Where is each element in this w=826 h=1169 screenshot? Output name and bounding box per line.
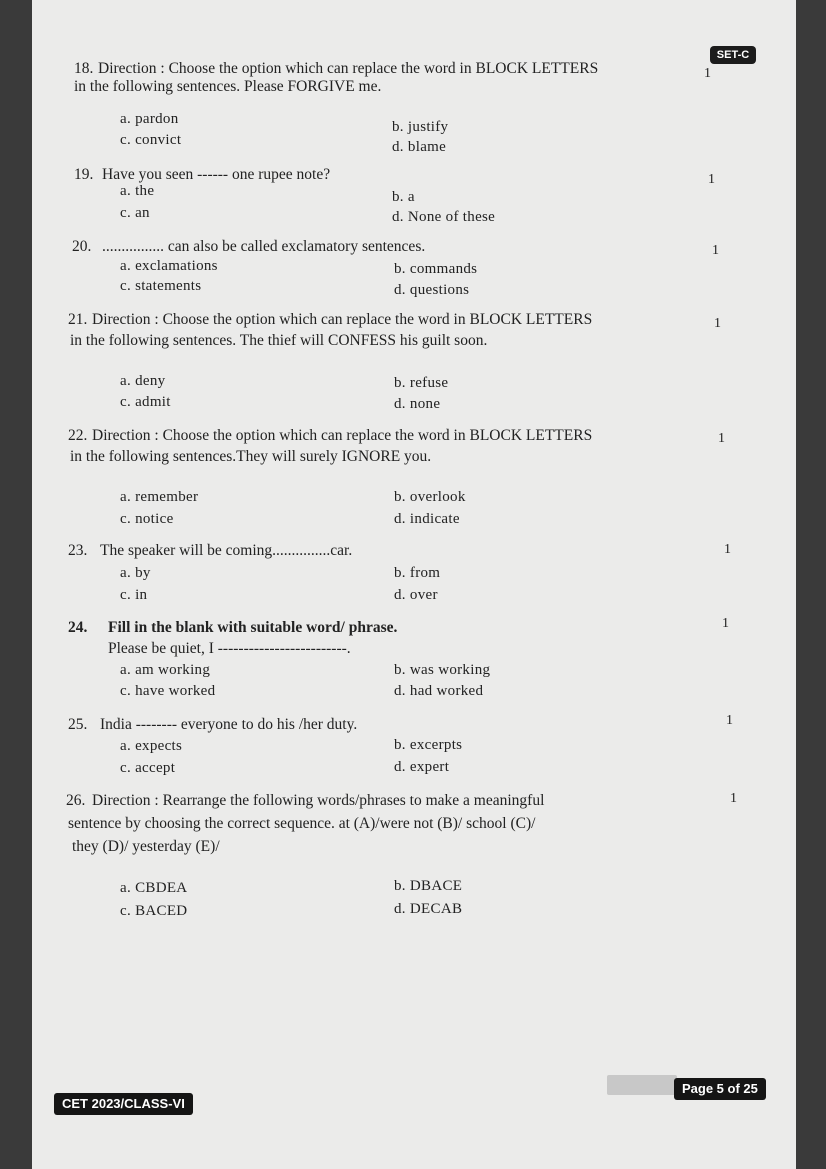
option-b[interactable]: b. commands (394, 261, 478, 277)
option-c[interactable]: c. have worked (120, 683, 216, 699)
question-text: Direction : Rearrange the following words/phrases to make a meaningful (92, 792, 545, 809)
mark: 1 (730, 791, 737, 806)
option-d[interactable]: d. None of these (392, 209, 496, 225)
option-d[interactable]: d. DECAB (394, 901, 463, 917)
question-text: The speaker will be coming...............car. (100, 542, 353, 559)
question-number: 21. (68, 311, 88, 328)
option-a[interactable]: a. the (120, 183, 155, 199)
mark: 1 (704, 66, 711, 81)
option-b[interactable]: b. DBACE (394, 878, 463, 894)
option-c[interactable]: c. admit (120, 394, 171, 410)
mark: 1 (718, 431, 725, 446)
mark: 1 (726, 713, 733, 728)
exam-page (32, 0, 796, 1169)
question-text: Direction : Choose the option which can replace the word in BLOCK LETTERS (92, 311, 593, 328)
option-c[interactable]: c. statements (120, 278, 202, 294)
question-text: ................ can also be called exclamatory sentences. (102, 238, 426, 255)
option-c[interactable]: c. BACED (120, 903, 188, 919)
option-c[interactable]: c. in (120, 587, 148, 603)
mark: 1 (724, 542, 731, 557)
question-number: 20. (72, 238, 92, 255)
question-text: in the following sentences. The thief will CONFESS his guilt soon. (70, 332, 488, 349)
question-text: Please be quiet, I -------------------------. (108, 640, 351, 657)
question-text: in the following sentences.They will surely IGNORE you. (70, 448, 432, 465)
option-a[interactable]: a. expects (120, 738, 183, 754)
page-number-badge: Page 5 of 25 (674, 1078, 766, 1100)
option-c[interactable]: c. accept (120, 760, 176, 776)
faded-label-mark (607, 1075, 677, 1095)
option-c[interactable]: c. an (120, 205, 150, 221)
option-d[interactable]: d. indicate (394, 511, 460, 527)
question-text: India -------- everyone to do his /her duty. (100, 716, 358, 733)
option-a[interactable]: a. CBDEA (120, 880, 188, 896)
set-badge: SET-C (710, 46, 756, 64)
question-number: 22. (68, 427, 88, 444)
option-d[interactable]: d. had worked (394, 683, 484, 699)
mark: 1 (708, 172, 715, 187)
option-b[interactable]: b. justify (392, 119, 449, 135)
option-d[interactable]: d. questions (394, 282, 470, 298)
option-d[interactable]: d. none (394, 396, 441, 412)
option-a[interactable]: a. remember (120, 489, 199, 505)
mark: 1 (714, 316, 721, 331)
option-d[interactable]: d. over (394, 587, 438, 603)
option-a[interactable]: a. am working (120, 662, 211, 678)
question-text: sentence by choosing the correct sequence. at (A)/were not (B)/ school (C)/ (68, 815, 536, 832)
question-number: 26. (66, 792, 86, 809)
mark: 1 (722, 616, 729, 631)
option-d[interactable]: d. blame (392, 139, 447, 155)
question-number: 23. (68, 542, 88, 559)
question-text: Direction : Choose the option which can replace the word in BLOCK LETTERS (92, 427, 593, 444)
option-a[interactable]: a. by (120, 565, 151, 581)
question-number: 18. (74, 60, 94, 77)
mark: 1 (712, 243, 719, 258)
option-b[interactable]: b. excerpts (394, 737, 463, 753)
option-a[interactable]: a. deny (120, 373, 166, 389)
question-text: Fill in the blank with suitable word/ phrase. (108, 619, 398, 636)
exam-code-badge: CET 2023/CLASS-VI (54, 1093, 193, 1115)
option-b[interactable]: b. overlook (394, 489, 466, 505)
question-text: Have you seen ------ one rupee note? (102, 166, 331, 183)
option-b[interactable]: b. was working (394, 662, 491, 678)
option-b[interactable]: b. refuse (394, 375, 449, 391)
option-b[interactable]: b. a (392, 189, 415, 205)
option-d[interactable]: d. expert (394, 759, 450, 775)
question-number: 25. (68, 716, 88, 733)
option-a[interactable]: a. pardon (120, 111, 179, 127)
question-text: Direction : Choose the option which can replace the word in BLOCK LETTERS (98, 60, 599, 77)
option-c[interactable]: c. convict (120, 132, 182, 148)
question-number: 19. (74, 166, 94, 183)
option-a[interactable]: a. exclamations (120, 258, 218, 274)
question-text: in the following sentences. Please FORGIVE me. (74, 78, 382, 95)
option-c[interactable]: c. notice (120, 511, 174, 527)
question-number: 24. (68, 619, 88, 636)
question-text: they (D)/ yesterday (E)/ (72, 838, 220, 855)
option-b[interactable]: b. from (394, 565, 441, 581)
